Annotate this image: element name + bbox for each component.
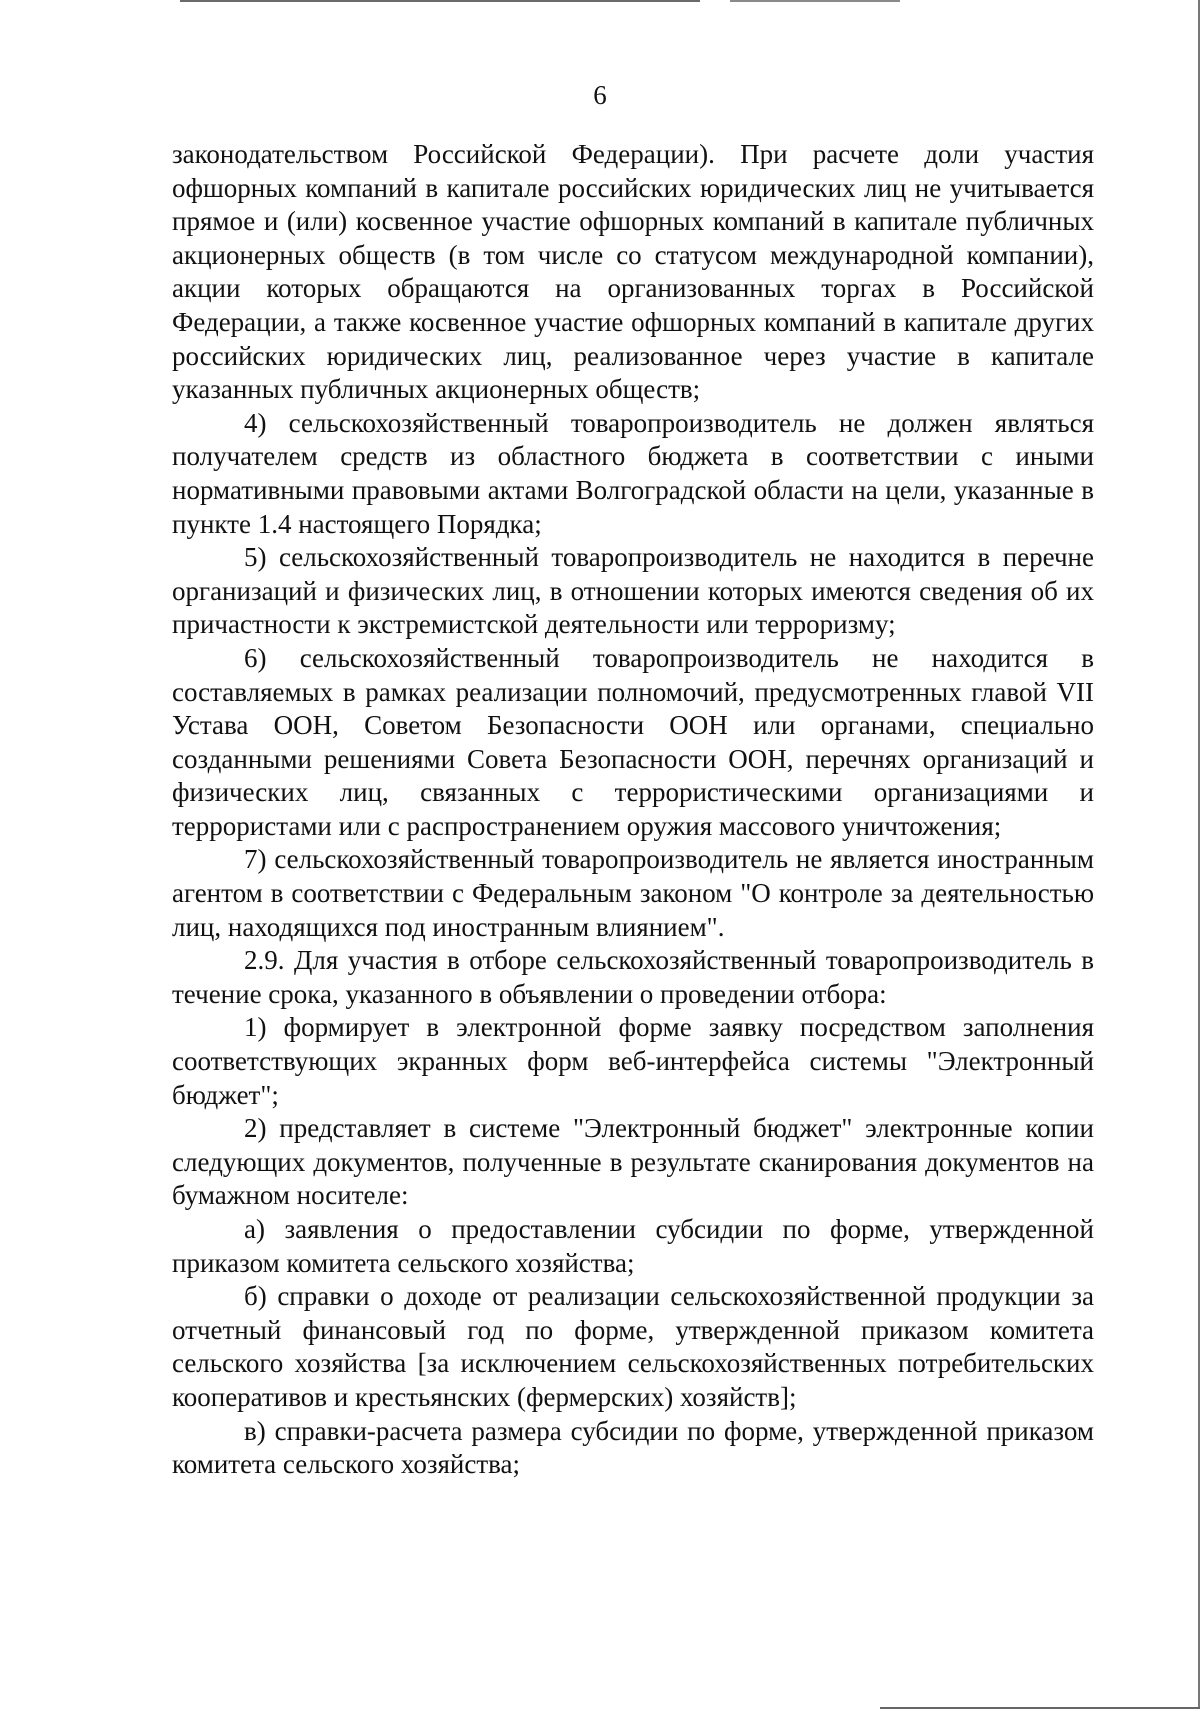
paragraph-subitem-a: а) заявления о предоставлении субсидии по форме, утвержденной приказом комитета сельского хозяйства; — [172, 1214, 1094, 1278]
paragraph-item-6: 6) сельскохозяйственный товаропроизводитель не находится в составляемых в рамках реализации полномочий, предусмотренных главой VII Устава ООН, Советом Безопасности ООН или органами, специально созданными решениями Совета Безопасности ООН, перечнях организаций и физических лиц, связанных с террористическими организациями и террористами или с распространением оружия массового уничтожения; — [172, 642, 1094, 841]
paragraph-subitem-v: в) справки-расчета размера субсидии по форме, утвержденной приказом комитета сельского хозяйства; — [172, 1415, 1094, 1480]
paragraph-offshore-continuation: законодательством Российской Федерации). При расчете доли участия офшорных компаний в капитале российских юридических лиц не учитывается прямое и (или) косвенное участие офшорных компаний в капитале публичных акционерных обществ (в том числе со статусом международной компании), акции которых обращаются на организованных торгах в Российской Федерации, а также косвенное участие офшорных компаний в капитале других российских юридических лиц, реализованное через участие в капитале указанных публичных акционерных обществ; — [172, 139, 1094, 405]
paragraph-item-5: 5) сельскохозяйственный товаропроизводитель не находится в перечне организаций и физических лиц, в отношении которых имеются сведения об их причастности к экстремистской деятельности или терроризму; — [172, 542, 1094, 640]
paragraph-clause-2-9: 2.9. Для участия в отборе сельскохозяйственный товаропроизводитель в течение срока, указанного в объявлении о проведении отбора: — [172, 945, 1094, 1009]
scan-edge-top — [180, 0, 700, 2]
document-body — [172, 138, 1094, 1482]
paragraph-subitem-1: 1) формирует в электронной форме заявку посредством заполнения соответствующих экранных форм веб-интерфейса системы "Электронный бюджет"; — [172, 1012, 1094, 1110]
paragraph-item-4: 4) сельскохозяйственный товаропроизводитель не должен являться получателем средств из областного бюджета в соответствии с иными нормативными правовыми актами Волгоградской области на цели, указанные в пункте 1.4 настоящего Порядка; — [172, 407, 1094, 539]
paragraph-subitem-b: б) справки о доходе от реализации сельскохозяйственной продукции за отчетный финансовый год по форме, утвержденной приказом комитета сельского хозяйства [за исключением сельскохозяйственных потребительских кооперативов и крестьянских (фермерских) хозяйств]; — [172, 1281, 1094, 1412]
page-number: 6 — [593, 80, 607, 110]
scan-edge-top-segment — [730, 0, 900, 2]
paragraph-subitem-2: 2) представляет в системе "Электронный бюджет" электронные копии следующих документов, полученные в результате сканирования документов на бумажном носителе: — [172, 1113, 1094, 1211]
paragraph-item-7: 7) сельскохозяйственный товаропроизводитель не является иностранным агентом в соответствии с Федеральным законом "О контроле за деятельностью лиц, находящихся под иностранным влиянием". — [172, 844, 1094, 942]
